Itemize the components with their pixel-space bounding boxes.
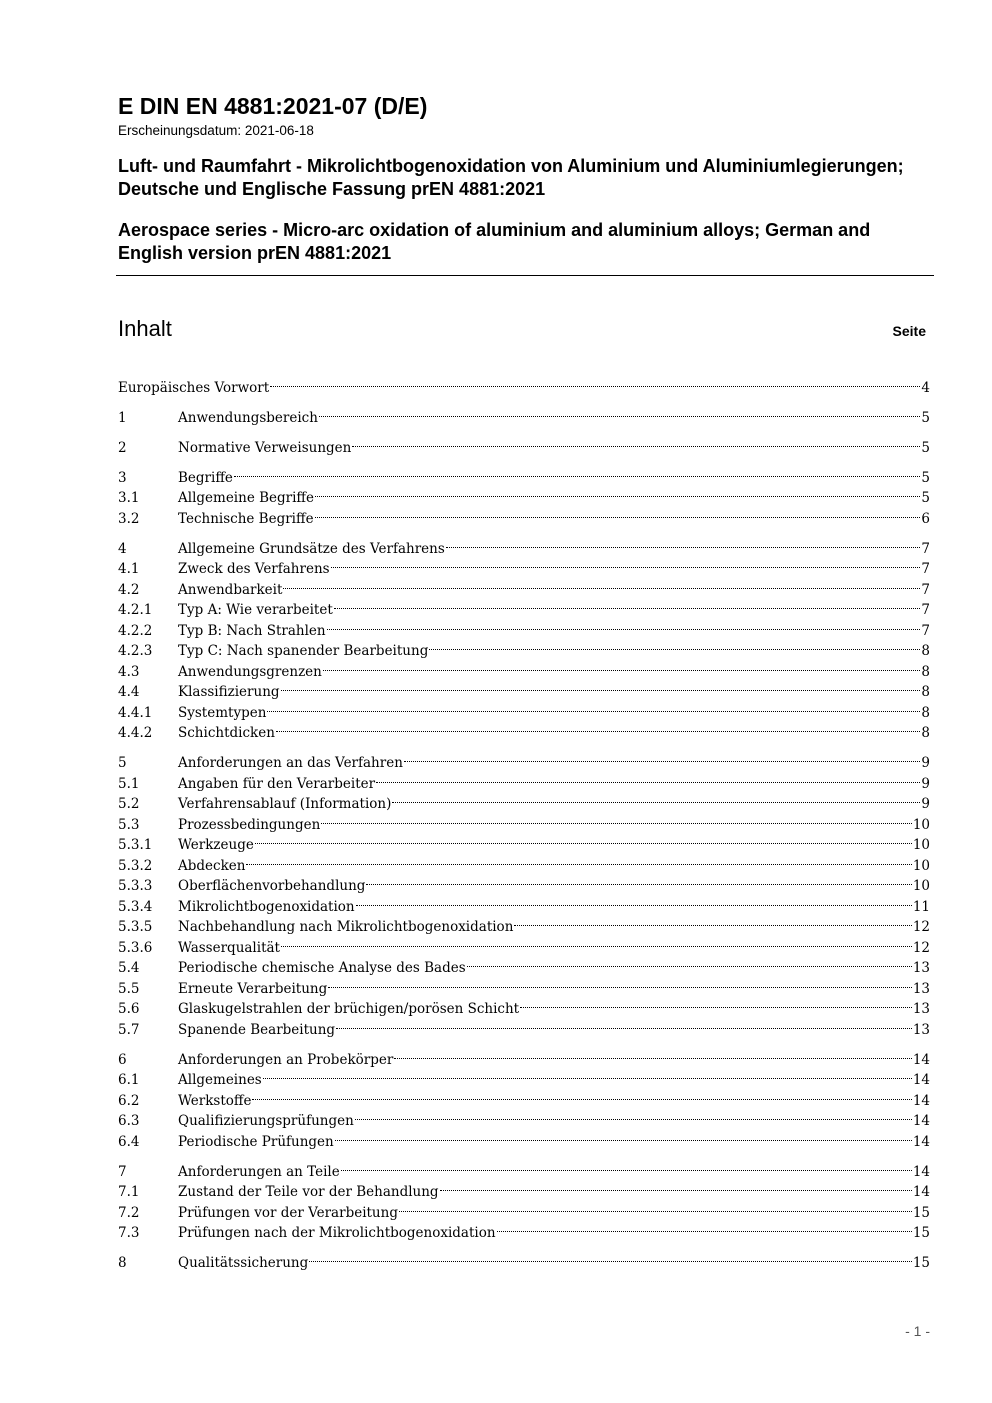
toc-entry-page: 9 <box>921 796 930 812</box>
toc-entry-page: 14 <box>912 1184 930 1200</box>
toc-entry-page: 10 <box>912 816 930 833</box>
page-number: - 1 - <box>905 1323 930 1339</box>
toc-dot-leader <box>403 747 922 768</box>
toc-dot-leader <box>365 870 912 891</box>
toc-entry-title: Verfahrensablauf (Information) <box>178 796 392 812</box>
toc-entry-title: Anwendungsgrenzen <box>178 663 322 680</box>
toc-entry-page: 14 <box>912 1163 930 1180</box>
toc-entry-page: 7 <box>921 540 930 557</box>
toc-entry-title: Werkstoffe <box>178 1092 252 1109</box>
toc-entry-page: 8 <box>921 704 930 721</box>
toc-entry-number: 7 <box>118 1163 127 1180</box>
toc-entry-number: 5.6 <box>118 1001 140 1017</box>
toc-entry-page: 11 <box>912 898 930 915</box>
toc-entry-title: Typ B: Nach Strahlen <box>178 622 326 639</box>
toc-entry-page: 15 <box>912 1204 930 1221</box>
toc-entry-page: 8 <box>921 725 930 741</box>
toc-entry-title: Werkzeuge <box>178 837 254 853</box>
toc-entry-page: 7 <box>921 581 930 598</box>
toc-entry-page: 5 <box>921 409 930 426</box>
toc-entry-number: 4.1 <box>118 561 140 577</box>
toc-entry[interactable] <box>118 482 930 506</box>
toc-entry-number: 6.3 <box>118 1113 140 1129</box>
toc-dot-leader <box>445 532 922 553</box>
toc-entry-page: 7 <box>921 622 930 639</box>
toc-entry-title: Nachbehandlung nach Mikrolichtbogenoxidation <box>178 919 514 935</box>
toc-entry-page: 12 <box>912 919 930 935</box>
toc-entry-page: 7 <box>921 602 930 618</box>
toc-entry-number: 4.2.2 <box>118 622 153 639</box>
toc-entry-page: 14 <box>912 1133 930 1150</box>
toc-entry-number: 7.2 <box>118 1204 140 1221</box>
toc-entry-page: 5 <box>921 469 930 486</box>
toc-entry-number: 4.2.1 <box>118 602 153 618</box>
toc-dot-leader <box>428 635 921 656</box>
toc-entry-title: Spanende Bearbeitung <box>178 1021 336 1038</box>
toc-dot-leader <box>375 767 921 788</box>
toc-entry-number: 3.2 <box>118 510 140 527</box>
toc-entry-number: 5.5 <box>118 980 140 997</box>
toc-entry-number: 5.3.4 <box>118 898 153 915</box>
toc-entry-number: 5.3.6 <box>118 939 153 956</box>
toc-entry-title: Angaben für den Verarbeiter <box>178 775 376 792</box>
toc-entry-number: 5.3.5 <box>118 919 153 935</box>
toc-entry-page: 14 <box>912 1092 930 1109</box>
toc-entry-page: 13 <box>912 1021 930 1038</box>
toc-entry-number: 6.1 <box>118 1072 140 1088</box>
toc-dot-leader <box>355 890 913 911</box>
toc-entry-title: Typ A: Wie verarbeitet <box>178 602 333 618</box>
toc-entry-number: 5.2 <box>118 796 140 812</box>
toc-dot-leader <box>354 1105 913 1126</box>
toc-entry-title: Anforderungen an das Verfahren <box>178 755 403 771</box>
toc-dot-leader <box>391 788 921 809</box>
toc-entry[interactable] <box>118 1043 930 1068</box>
toc-entry-number: 4 <box>118 540 127 557</box>
toc-heading <box>118 315 926 343</box>
document-id: E DIN EN 4881:2021-07 (D/E) <box>118 93 428 119</box>
toc-entry[interactable] <box>118 461 930 486</box>
toc-entry-number: 4.2.3 <box>118 643 153 659</box>
toc-entry[interactable] <box>118 1247 930 1271</box>
toc-entry-title: Schichtdicken <box>178 725 275 741</box>
document-header <box>118 92 934 265</box>
toc-entry-number: 5.7 <box>118 1021 140 1038</box>
toc-entry-title: Anforderungen an Probekörper <box>178 1051 394 1068</box>
toc-entry-page: 15 <box>912 1255 930 1271</box>
toc-dot-leader <box>266 696 921 717</box>
toc-entry-number: 6.4 <box>118 1133 140 1150</box>
toc-dot-leader <box>340 1155 913 1176</box>
toc-dot-leader <box>519 993 913 1014</box>
header-divider <box>116 275 934 276</box>
toc-entry-title: Qualifizierungsprüfungen <box>178 1113 354 1129</box>
toc-entry-page: 9 <box>921 775 930 792</box>
toc-entry-number: 4.3 <box>118 663 140 680</box>
toc-entry-page: 6 <box>921 510 930 527</box>
toc-entry-page: 8 <box>921 684 930 700</box>
toc-dot-leader <box>320 808 913 829</box>
toc-entry-page: 10 <box>912 878 930 894</box>
toc-entry-title: Zustand der Teile vor der Behandlung <box>178 1184 439 1200</box>
title-german: Luft- und Raumfahrt - Mikrolichtbogenoxidation von Aluminium und Aluminiumlegierungen; Deutsche und Englische Fassung prEN 4881:2021 <box>118 156 904 199</box>
toc-entry-title: Anwendbarkeit <box>178 581 283 598</box>
toc-entry-title: Abdecken <box>178 857 246 874</box>
toc-entry-page: 5 <box>921 439 930 456</box>
toc-dot-leader <box>496 1217 913 1238</box>
toc-dot-leader <box>280 931 913 952</box>
toc-entry-page: 12 <box>912 939 930 956</box>
toc-dot-leader <box>466 952 913 973</box>
toc-dot-leader <box>333 594 922 615</box>
toc-entry-number: 7.3 <box>118 1225 140 1241</box>
toc-entry-number: 3 <box>118 469 127 486</box>
table-of-contents <box>118 371 930 1271</box>
toc-entry-page: 8 <box>921 663 930 680</box>
toc-entry-number: 3.1 <box>118 490 140 506</box>
toc-entry-title: Glaskugelstrahlen der brüchigen/porösen Schicht <box>178 1001 520 1017</box>
toc-entry-number: 7.1 <box>118 1184 140 1200</box>
toc-dot-leader <box>335 1013 913 1034</box>
toc-dot-leader <box>334 1125 913 1146</box>
toc-entry-title: Mikrolichtbogenoxidation <box>178 898 355 915</box>
toc-entry-page: 7 <box>921 561 930 577</box>
toc-entry-page: 14 <box>912 1051 930 1068</box>
toc-entry-number: 5.1 <box>118 775 140 792</box>
toc-dot-leader <box>439 1176 913 1197</box>
toc-entry-number: 5.3.2 <box>118 857 153 874</box>
toc-dot-leader <box>275 717 922 738</box>
toc-entry-page: 10 <box>912 857 930 874</box>
toc-entry-title: Zweck des Verfahrens <box>178 561 330 577</box>
toc-dot-leader <box>513 911 912 932</box>
toc-dot-leader <box>262 1064 913 1085</box>
toc-entry-title: Begriffe <box>178 469 233 486</box>
toc-entry-number: 4.4.2 <box>118 725 153 741</box>
toc-entry[interactable] <box>118 401 930 426</box>
toc-entry-number: 2 <box>118 439 127 456</box>
toc-entry-page: 10 <box>912 837 930 853</box>
toc-entry-page: 8 <box>921 643 930 659</box>
toc-entry[interactable] <box>118 747 930 771</box>
toc-entry-number: 4.4 <box>118 684 140 700</box>
toc-entry-number: 5 <box>118 755 127 771</box>
toc-entry-number: 8 <box>118 1255 127 1271</box>
toc-entry-number: 4.2 <box>118 581 140 598</box>
toc-entry-title: Allgemeines <box>178 1072 262 1088</box>
toc-entry-title: Periodische Prüfungen <box>178 1133 334 1150</box>
toc-dot-leader <box>314 502 922 523</box>
toc-entry-title: Anforderungen an Teile <box>178 1163 340 1180</box>
publication-date: Erscheinungsdatum: 2021-06-18 <box>118 123 314 138</box>
toc-dot-leader <box>254 829 913 850</box>
toc-title: Inhalt <box>118 316 172 341</box>
toc-entry-title: Periodische chemische Analyse des Bades <box>178 960 466 976</box>
toc-page-column-label: Seite <box>892 323 926 339</box>
toc-entry-title: Typ C: Nach spanender Bearbeitung <box>178 643 429 659</box>
toc-entry-page: 5 <box>921 490 930 506</box>
toc-entry-title: Oberflächenvorbehandlung <box>178 878 366 894</box>
toc-entry-title: Technische Begriffe <box>178 510 314 527</box>
toc-dot-leader <box>251 1084 912 1105</box>
toc-entry[interactable] <box>118 1155 930 1180</box>
toc-entry-page: 13 <box>912 960 930 976</box>
toc-dot-leader <box>318 401 921 422</box>
toc-entry-number: 5.3.3 <box>118 878 153 894</box>
toc-dot-leader <box>269 371 921 392</box>
toc-dot-leader <box>314 482 921 503</box>
toc-entry-number: 4.4.1 <box>118 704 153 721</box>
toc-dot-leader <box>322 655 922 676</box>
toc-entry-title: Wasserqualität <box>178 939 280 956</box>
toc-entry[interactable] <box>118 532 930 557</box>
toc-dot-leader <box>233 461 922 482</box>
toc-dot-leader <box>308 1247 913 1268</box>
toc-dot-leader <box>280 676 922 697</box>
toc-entry-title: Prüfungen nach der Mikrolichtbogenoxidation <box>178 1225 496 1241</box>
toc-dot-leader <box>326 614 922 635</box>
toc-entry-number: 1 <box>118 409 127 426</box>
toc-entry-title: Systemtypen <box>178 704 267 721</box>
toc-dot-leader <box>351 431 921 452</box>
toc-entry-title: Normative Verweisungen <box>178 439 352 456</box>
toc-entry-page: 15 <box>912 1225 930 1241</box>
toc-entry-title: Prüfungen vor der Verarbeitung <box>178 1204 398 1221</box>
toc-entry-title: Erneute Verarbeitung <box>178 980 328 997</box>
toc-entry-title: Prozessbedingungen <box>178 816 321 833</box>
toc-entry-title: Allgemeine Grundsätze des Verfahrens <box>178 540 445 557</box>
toc-entry-number: 5.3.1 <box>118 837 153 853</box>
toc-entry-title: Qualitätssicherung <box>178 1255 309 1271</box>
toc-dot-leader <box>282 573 921 594</box>
toc-entry-title: Allgemeine Begriffe <box>178 490 315 506</box>
toc-entry-number: 5.3 <box>118 816 140 833</box>
toc-dot-leader <box>398 1196 913 1217</box>
toc-entry-page: 9 <box>921 755 930 771</box>
toc-dot-leader <box>393 1043 913 1064</box>
toc-entry-number: 6 <box>118 1051 127 1068</box>
toc-dot-leader <box>330 553 922 574</box>
toc-entry-number: 5.4 <box>118 960 140 976</box>
toc-entry-page: 14 <box>912 1072 930 1088</box>
toc-entry-number: 6.2 <box>118 1092 140 1109</box>
toc-entry-title: Europäisches Vorwort <box>118 379 270 396</box>
toc-entry-page: 14 <box>912 1113 930 1129</box>
toc-dot-leader <box>327 972 913 993</box>
toc-entry-page: 13 <box>912 1001 930 1017</box>
toc-entry-title: Anwendungsbereich <box>178 409 318 426</box>
toc-entry-page: 13 <box>912 980 930 997</box>
toc-entry[interactable] <box>118 431 930 456</box>
toc-entry-title: Klassifizierung <box>178 684 280 700</box>
toc-dot-leader <box>245 849 912 870</box>
toc-entry[interactable] <box>118 371 930 396</box>
title-english: Aerospace series - Micro-arc oxidation of aluminium and aluminium alloys; German and English version prEN 4881:2021 <box>118 220 871 263</box>
toc-entry-page: 4 <box>921 379 930 396</box>
